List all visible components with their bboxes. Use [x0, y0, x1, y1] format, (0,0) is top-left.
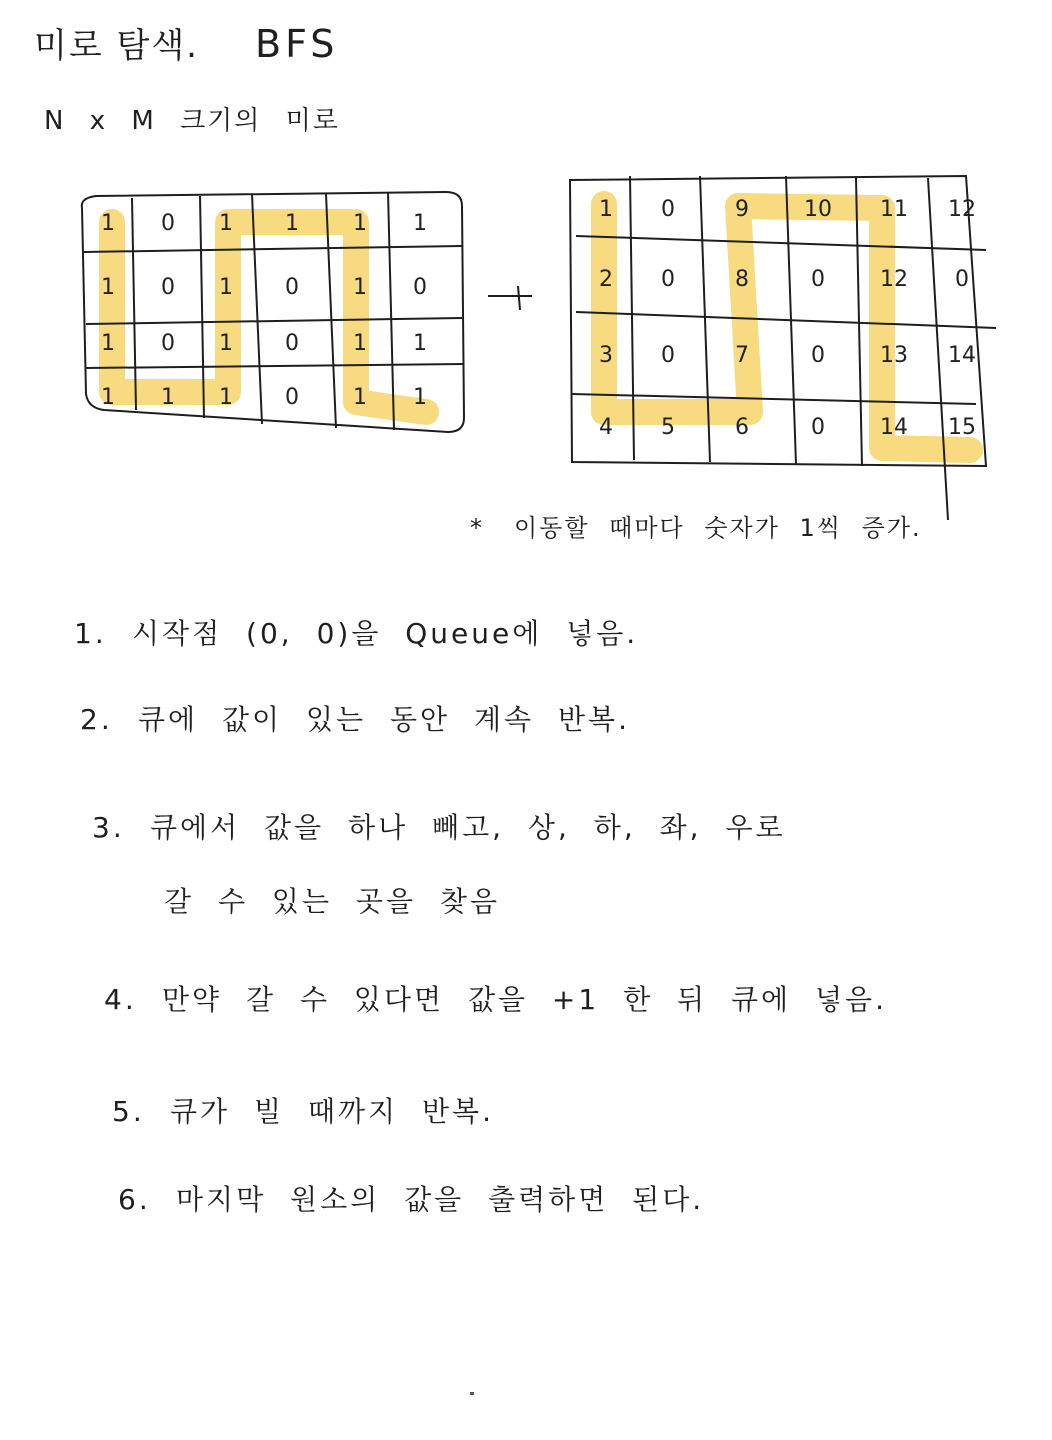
step-3-continued: 갈 수 있는 곳을 찾음 — [164, 885, 500, 918]
title-algo: BFS — [255, 22, 339, 66]
maze-after-cell: 12 — [948, 197, 976, 222]
maze-after-cell: 10 — [804, 197, 832, 222]
note — [470, 508, 922, 543]
maze-after-cell: 3 — [599, 343, 613, 368]
maze-before-cell: 1 — [413, 385, 427, 410]
maze-before-cell: 0 — [285, 331, 299, 356]
maze-after-cell: 5 — [661, 415, 675, 440]
stray-mark — [470, 1392, 474, 1395]
maze-after-cell: 15 — [948, 415, 976, 440]
step-text: 마지막 원소의 값을 출력하면 된다. — [176, 1183, 705, 1216]
maze-before-cell: 1 — [101, 211, 115, 236]
maze-after-cell: 13 — [880, 343, 908, 368]
maze-before-cell: 1 — [353, 385, 367, 410]
maze-before-cell: 0 — [161, 331, 175, 356]
maze-after-cell: 7 — [735, 343, 749, 368]
step-number: 1. — [74, 617, 107, 650]
maze-after-cell: 4 — [599, 415, 613, 440]
step-1 — [74, 612, 638, 652]
step-5 — [112, 1090, 494, 1130]
maze-before-cell: 1 — [413, 331, 427, 356]
step-number: 2. — [80, 703, 113, 736]
title-text: 미로 탐색. — [34, 26, 199, 66]
maze-before-cell: 1 — [101, 331, 115, 356]
maze-before-cell: 0 — [161, 275, 175, 300]
maze-after-cell: 8 — [735, 267, 749, 292]
maze-after-cell: 12 — [880, 267, 908, 292]
maze-after-cell: 0 — [661, 343, 675, 368]
maze-before-cell: 0 — [285, 275, 299, 300]
maze-before-cell: 1 — [219, 211, 233, 236]
note-mark: * — [470, 514, 484, 542]
step-text: 시작점 (0, 0)을 Queue에 넣음. — [132, 617, 639, 650]
maze-drawing — [0, 0, 1052, 560]
maze-before-cell: 1 — [161, 385, 175, 410]
page-subtitle: N x M 크기의 미로 — [44, 106, 340, 136]
maze-after-cell: 6 — [735, 415, 749, 440]
path-highlight-right — [604, 204, 970, 450]
maze-after-cell: 14 — [948, 343, 976, 368]
maze-before-cell: 0 — [161, 211, 175, 236]
maze-after-cell: 0 — [811, 415, 825, 440]
step-number: 3. — [92, 811, 125, 844]
step-text: 큐가 빌 때까지 반복. — [170, 1095, 494, 1128]
maze-before-cell: 1 — [219, 385, 233, 410]
step-text: 큐에서 값을 하나 빼고, 상, 하, 좌, 우로 — [150, 811, 786, 844]
maze-after-grid — [570, 176, 996, 520]
maze-before-cell: 1 — [219, 275, 233, 300]
maze-before-cell: 1 — [353, 211, 367, 236]
maze-after-cell: 1 — [599, 197, 613, 222]
maze-before-cell: 1 — [353, 275, 367, 300]
maze-after-cell: 0 — [661, 197, 675, 222]
note-text: 이동할 때마다 숫자가 1씩 증가. — [514, 514, 922, 542]
arrow-icon — [488, 286, 532, 310]
step-number: 5. — [112, 1095, 145, 1128]
maze-before-cell: 1 — [219, 331, 233, 356]
maze-after-cell: 14 — [880, 415, 908, 440]
step-4 — [104, 978, 887, 1018]
step-6 — [118, 1178, 704, 1218]
step-text: 큐에 값이 있는 동안 계속 반복. — [138, 703, 630, 736]
step-number: 6. — [118, 1183, 151, 1216]
maze-after-cell: 0 — [811, 343, 825, 368]
maze-before-cell: 0 — [413, 275, 427, 300]
maze-after-cell: 0 — [661, 267, 675, 292]
maze-after-cell: 0 — [955, 267, 969, 292]
maze-after-cell: 11 — [880, 197, 908, 222]
maze-before-cell: 1 — [285, 211, 299, 236]
step-3 — [92, 806, 786, 846]
step-number: 4. — [104, 983, 137, 1016]
maze-before-cell: 0 — [285, 385, 299, 410]
step-2 — [80, 698, 630, 738]
maze-before-cell: 1 — [413, 211, 427, 236]
maze-after-cell: 9 — [735, 197, 749, 222]
maze-after-cell: 0 — [811, 267, 825, 292]
step-text: 만약 갈 수 있다면 값을 +1 한 뒤 큐에 넣음. — [162, 983, 888, 1016]
maze-before-cell: 1 — [101, 385, 115, 410]
maze-before-cell: 1 — [101, 275, 115, 300]
maze-after-cell: 2 — [599, 267, 613, 292]
maze-before-cell: 1 — [353, 331, 367, 356]
